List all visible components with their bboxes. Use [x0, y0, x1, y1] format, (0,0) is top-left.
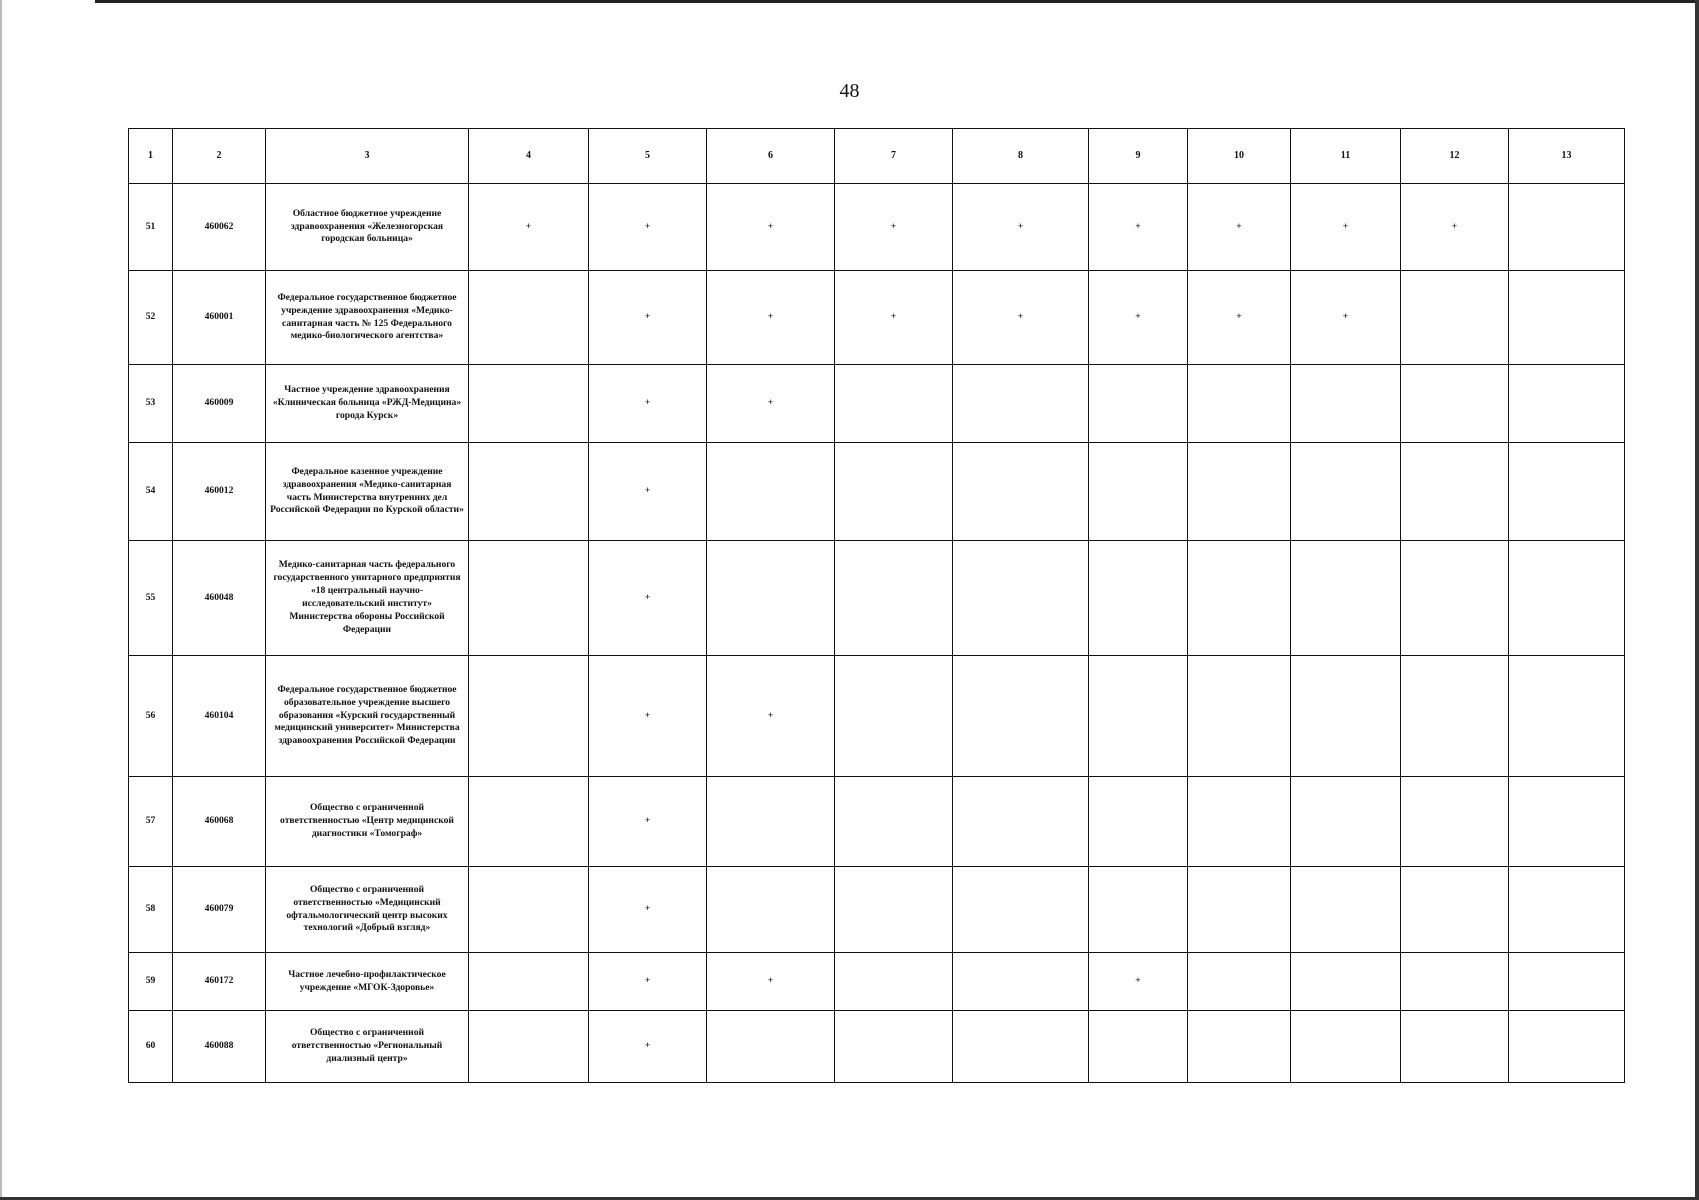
mark-cell: +	[1188, 184, 1291, 271]
mark-cell	[1291, 953, 1401, 1011]
mark-cell: +	[589, 271, 707, 365]
table-row	[129, 656, 1625, 777]
column-header: 10	[1188, 129, 1291, 184]
mark-cell	[835, 365, 953, 443]
column-header: 5	[589, 129, 707, 184]
mark-cell	[835, 443, 953, 541]
mark-cell: +	[1401, 184, 1509, 271]
mark-cell	[835, 953, 953, 1011]
table-row	[129, 443, 1625, 541]
page-number: 48	[839, 80, 860, 102]
table-row	[129, 365, 1625, 443]
mark-cell	[1291, 1011, 1401, 1083]
mark-cell	[1188, 541, 1291, 656]
mark-cell	[1188, 867, 1291, 953]
mark-cell: +	[1291, 271, 1401, 365]
table-row	[129, 1011, 1625, 1083]
organization-name: Частное учреждение здравоохранения «Клиническая больница «РЖД-Медицина» города Курск»	[266, 365, 469, 443]
mark-cell	[1188, 443, 1291, 541]
mark-cell	[1089, 656, 1188, 777]
mark-cell: +	[835, 184, 953, 271]
registry-table	[128, 128, 1625, 1083]
row-number: 56	[129, 656, 173, 777]
mark-cell	[1188, 1011, 1291, 1083]
mark-cell: +	[589, 656, 707, 777]
table-row	[129, 271, 1625, 365]
mark-cell	[953, 365, 1089, 443]
mark-cell	[1509, 271, 1625, 365]
mark-cell: +	[707, 953, 835, 1011]
column-header: 3	[266, 129, 469, 184]
mark-cell: +	[835, 271, 953, 365]
mark-cell	[469, 867, 589, 953]
registry-code: 460048	[173, 541, 266, 656]
mark-cell: +	[589, 777, 707, 867]
mark-cell	[707, 777, 835, 867]
mark-cell	[1401, 953, 1509, 1011]
mark-cell	[1089, 541, 1188, 656]
mark-cell	[953, 953, 1089, 1011]
mark-cell: +	[707, 271, 835, 365]
mark-cell	[1089, 867, 1188, 953]
mark-cell	[1509, 777, 1625, 867]
column-header: 6	[707, 129, 835, 184]
mark-cell: +	[589, 541, 707, 656]
column-header: 11	[1291, 129, 1401, 184]
mark-cell	[1401, 777, 1509, 867]
registry-code: 460062	[173, 184, 266, 271]
mark-cell: +	[589, 953, 707, 1011]
mark-cell	[707, 1011, 835, 1083]
organization-name: Общество с ограниченной ответственностью «Региональный диализный центр»	[266, 1011, 469, 1083]
mark-cell	[1509, 443, 1625, 541]
mark-cell: +	[589, 184, 707, 271]
row-number: 53	[129, 365, 173, 443]
mark-cell	[953, 656, 1089, 777]
mark-cell	[469, 777, 589, 867]
registry-code: 460088	[173, 1011, 266, 1083]
mark-cell: +	[707, 365, 835, 443]
mark-cell	[1291, 656, 1401, 777]
mark-cell: +	[589, 1011, 707, 1083]
mark-cell: +	[589, 443, 707, 541]
mark-cell: +	[469, 184, 589, 271]
mark-cell	[953, 443, 1089, 541]
organization-name: Общество с ограниченной ответственностью «Медицинский офтальмологический центр высоких технологий «Добрый взгляд»	[266, 867, 469, 953]
header-row	[129, 129, 1625, 184]
registry-code: 460012	[173, 443, 266, 541]
mark-cell	[953, 777, 1089, 867]
mark-cell	[953, 867, 1089, 953]
table-row	[129, 777, 1625, 867]
mark-cell	[1509, 541, 1625, 656]
mark-cell	[835, 867, 953, 953]
mark-cell	[707, 867, 835, 953]
row-number: 57	[129, 777, 173, 867]
mark-cell	[835, 541, 953, 656]
column-header: 7	[835, 129, 953, 184]
organization-name: Федеральное государственное бюджетное учреждение здравоохранения «Медико-санитарная часть № 125 Федерального медико-биологического агентства»	[266, 271, 469, 365]
row-number: 60	[129, 1011, 173, 1083]
row-number: 54	[129, 443, 173, 541]
column-header: 4	[469, 129, 589, 184]
mark-cell	[1291, 777, 1401, 867]
mark-cell	[707, 541, 835, 656]
mark-cell	[1291, 541, 1401, 656]
registry-code: 460001	[173, 271, 266, 365]
mark-cell	[1089, 365, 1188, 443]
mark-cell: +	[1089, 184, 1188, 271]
registry-code: 460172	[173, 953, 266, 1011]
mark-cell	[1509, 184, 1625, 271]
mark-cell: +	[953, 271, 1089, 365]
registry-code: 460009	[173, 365, 266, 443]
mark-cell	[953, 541, 1089, 656]
mark-cell	[1401, 365, 1509, 443]
registry-code: 460079	[173, 867, 266, 953]
table-row	[129, 541, 1625, 656]
organization-name: Медико-санитарная часть федерального государственного унитарного предприятия «18 центральный научно-исследовательский институт» Министерства обороны Российской Федерации	[266, 541, 469, 656]
mark-cell	[1509, 365, 1625, 443]
column-header: 2	[173, 129, 266, 184]
mark-cell	[835, 777, 953, 867]
scan-left-edge	[0, 0, 2, 1200]
row-number: 55	[129, 541, 173, 656]
mark-cell: +	[953, 184, 1089, 271]
registry-code: 460068	[173, 777, 266, 867]
mark-cell	[1509, 867, 1625, 953]
mark-cell	[1188, 656, 1291, 777]
mark-cell: +	[1089, 271, 1188, 365]
mark-cell	[1401, 271, 1509, 365]
row-number: 58	[129, 867, 173, 953]
mark-cell	[1188, 953, 1291, 1011]
registry-code: 460104	[173, 656, 266, 777]
mark-cell	[469, 541, 589, 656]
organization-name: Федеральное государственное бюджетное образовательное учреждение высшего образования «Курский государственный медицинский университет» Министерства здравоохранения Российской Федерации	[266, 656, 469, 777]
mark-cell: +	[707, 656, 835, 777]
column-header: 8	[953, 129, 1089, 184]
mark-cell	[1401, 1011, 1509, 1083]
mark-cell	[953, 1011, 1089, 1083]
mark-cell	[469, 656, 589, 777]
organization-name: Общество с ограниченной ответственностью «Центр медицинской диагностики «Томограф»	[266, 777, 469, 867]
mark-cell	[1509, 656, 1625, 777]
mark-cell	[1089, 1011, 1188, 1083]
mark-cell: +	[589, 867, 707, 953]
mark-cell: +	[707, 184, 835, 271]
table-row	[129, 184, 1625, 271]
mark-cell: +	[1089, 953, 1188, 1011]
mark-cell	[1291, 443, 1401, 541]
mark-cell	[835, 656, 953, 777]
mark-cell	[1401, 541, 1509, 656]
row-number: 51	[129, 184, 173, 271]
mark-cell	[1291, 867, 1401, 953]
row-number: 59	[129, 953, 173, 1011]
mark-cell	[1401, 656, 1509, 777]
organization-name: Частное лечебно-профилактическое учреждение «МГОК-Здоровье»	[266, 953, 469, 1011]
column-header: 9	[1089, 129, 1188, 184]
mark-cell	[1401, 867, 1509, 953]
mark-cell	[1401, 443, 1509, 541]
mark-cell	[1509, 1011, 1625, 1083]
table-row	[129, 953, 1625, 1011]
mark-cell	[1089, 777, 1188, 867]
mark-cell: +	[1188, 271, 1291, 365]
mark-cell	[469, 271, 589, 365]
mark-cell	[469, 953, 589, 1011]
column-header: 13	[1509, 129, 1625, 184]
organization-name: Федеральное казенное учреждение здравоохранения «Медико-санитарная часть Министерства внутренних дел Российской Федерации по Курской области»	[266, 443, 469, 541]
scan-top-edge	[95, 0, 1695, 3]
column-header: 12	[1401, 129, 1509, 184]
mark-cell	[469, 1011, 589, 1083]
table-row	[129, 867, 1625, 953]
mark-cell	[1291, 365, 1401, 443]
mark-cell	[469, 443, 589, 541]
mark-cell	[469, 365, 589, 443]
row-number: 52	[129, 271, 173, 365]
mark-cell	[1089, 443, 1188, 541]
mark-cell	[707, 443, 835, 541]
mark-cell	[1188, 365, 1291, 443]
mark-cell	[835, 1011, 953, 1083]
organization-name: Областное бюджетное учреждение здравоохранения «Железногорская городская больница»	[266, 184, 469, 271]
mark-cell	[1188, 777, 1291, 867]
mark-cell: +	[1291, 184, 1401, 271]
column-header: 1	[129, 129, 173, 184]
mark-cell	[1509, 953, 1625, 1011]
mark-cell: +	[589, 365, 707, 443]
scan-right-edge	[1695, 0, 1699, 1200]
